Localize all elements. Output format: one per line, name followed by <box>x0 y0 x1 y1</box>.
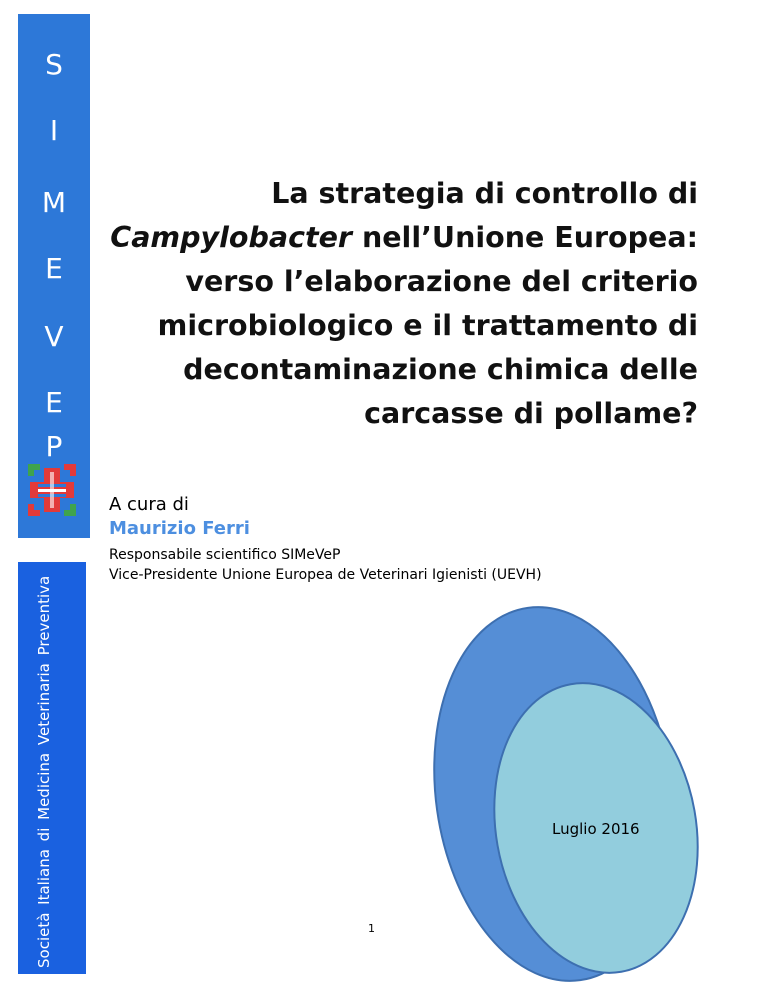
brand-letter: I <box>49 114 59 147</box>
organization-name: Società Italiana di Medicina Veterinaria Preventiva <box>35 575 53 968</box>
title-line: La strategia di controllo di <box>271 177 698 210</box>
curated-by-label: A cura di <box>109 494 189 515</box>
page-number: 1 <box>368 922 375 935</box>
title-italic-word: Campylobacter <box>110 221 352 254</box>
title-line-rest: nell’Unione Europea: <box>361 221 698 254</box>
author-role: Responsabile scientifico SIMeVeP <box>109 547 341 563</box>
brand-letter: P <box>45 430 63 463</box>
title-line: decontaminazione chimica delle <box>183 353 698 386</box>
title-line: microbiologico e il trattamento di <box>157 309 698 342</box>
title-line: carcasse di pollame? <box>364 397 698 430</box>
author-name: Maurizio Ferri <box>109 518 250 539</box>
author-role: Vice-Presidente Unione Europea de Veterinari Igienisti (UEVH) <box>109 567 542 583</box>
publication-date: Luglio 2016 <box>552 820 640 838</box>
title-line: verso l’elaborazione del criterio <box>185 265 698 298</box>
brand-letter: S <box>45 48 63 81</box>
brand-letter: M <box>41 186 67 219</box>
brand-letter: V <box>44 320 64 353</box>
brand-letter: E <box>45 386 63 419</box>
brand-letter: E <box>45 252 63 285</box>
